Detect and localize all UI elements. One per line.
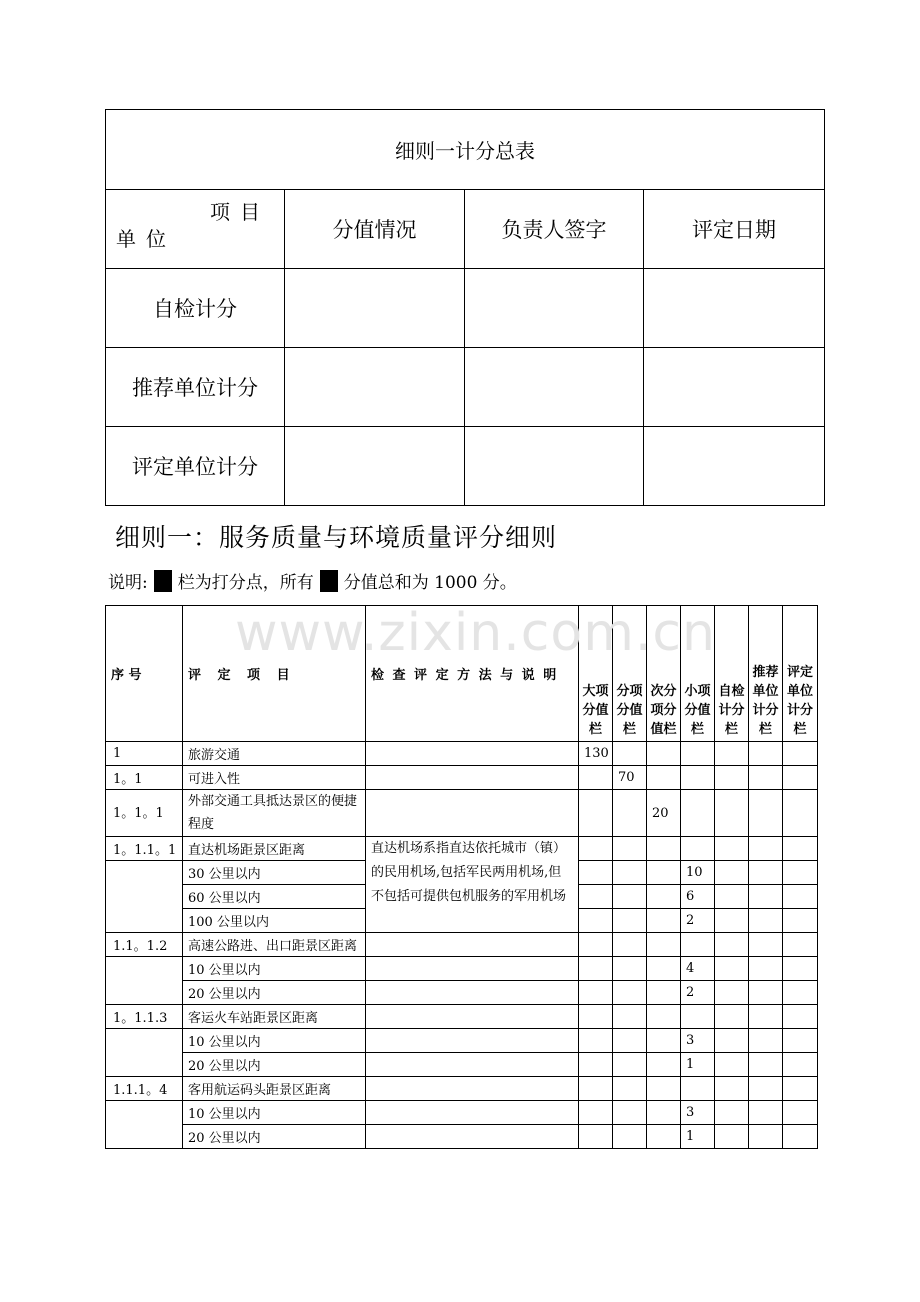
row-item: 10 公里以内 [183,1101,366,1125]
note-suffix: 分值总和为 1000 分。 [343,573,517,593]
summary-row-label: 自检计分 [106,269,285,348]
section-title: 细则一：服务质量与环境质量评分细则 [115,523,558,552]
row-method [366,1077,579,1101]
summary-corner-cell [106,190,285,269]
score-sub [613,957,647,981]
header-seq: 序 号 [106,606,183,742]
score-major [579,1005,613,1029]
score-major [579,909,613,933]
score-major [579,1125,613,1149]
score-secondary [647,957,681,981]
table-row [106,1053,818,1077]
row-item: 20 公里以内 [183,1125,366,1149]
score-major [579,790,613,837]
summary-title: 细则一计分总表 [106,110,825,190]
detail-table [105,605,818,1149]
row-no: 1.1。1.2 [106,933,183,957]
header-col: 大项分值栏 [579,606,613,742]
header-col: 自检计分栏 [715,606,749,742]
score-major [579,1053,613,1077]
score-secondary [647,1101,681,1125]
self-score-cell[interactable] [715,957,749,981]
score-secondary: 20 [647,790,681,837]
score-minor [681,837,715,861]
score-major [579,837,613,861]
row-method [366,766,579,790]
row-no: 1。1 [106,766,183,790]
score-sub: 70 [613,766,647,790]
self-score-cell[interactable] [715,861,749,885]
score-secondary [647,981,681,1005]
score-minor: 4 [681,957,715,981]
score-sub [613,1125,647,1149]
self-score-cell[interactable] [715,909,749,933]
score-major [579,1101,613,1125]
header-col: 次分项分值栏 [647,606,681,742]
self-score-cell[interactable] [715,742,749,766]
score-sub [613,909,647,933]
score-sub [613,1077,647,1101]
row-method [366,957,579,981]
row-method [366,1029,579,1053]
row-no: 1。1.1.3 [106,1005,183,1029]
self-score-cell[interactable] [715,766,749,790]
assess-score-cell[interactable] [783,790,818,837]
row-item: 60 公里以内 [183,885,366,909]
score-secondary [647,742,681,766]
table-row [106,981,818,1005]
score-minor [681,1077,715,1101]
watermark: www.zixin.com.cn [235,603,716,663]
self-score-cell[interactable] [715,837,749,861]
score-minor: 1 [681,1053,715,1077]
row-no [106,957,183,1005]
score-secondary [647,861,681,885]
score-sub [613,861,647,885]
corner-bottom-label: 单位 [116,227,176,251]
method-note: 直达机场系指直达依托城市（镇）的民用机场,包括军民两用机场,但不包括可提供包机服务的军用机场 [366,837,579,933]
summary-cell[interactable] [644,348,825,427]
row-method [366,742,579,766]
table-row [106,957,818,981]
row-item: 直达机场距景区距离 [183,837,366,861]
row-method [366,1101,579,1125]
scoring-block-icon [320,570,338,592]
header-method: 检 查 评 定 方 法 与 说 明 [366,606,579,742]
recommend-score-cell[interactable] [749,981,783,1005]
assess-score-cell[interactable] [783,885,818,909]
table-row [106,1125,818,1149]
table-row [106,837,818,861]
assess-score-cell[interactable] [783,1125,818,1149]
score-sub [613,933,647,957]
note-middle: 栏为打分点，所有 [177,573,314,593]
self-score-cell[interactable] [715,981,749,1005]
summary-cell[interactable] [644,269,825,348]
score-minor: 6 [681,885,715,909]
score-major: 130 [579,742,613,766]
recommend-score-cell[interactable] [749,1029,783,1053]
self-score-cell[interactable] [715,1077,749,1101]
assess-score-cell[interactable] [783,1077,818,1101]
row-method [366,933,579,957]
summary-cell[interactable] [644,427,825,506]
score-sub [613,1101,647,1125]
assess-score-cell[interactable] [783,766,818,790]
score-major [579,861,613,885]
assess-score-cell[interactable] [783,837,818,861]
row-item: 20 公里以内 [183,981,366,1005]
assess-score-cell[interactable] [783,1053,818,1077]
score-sub [613,837,647,861]
score-major [579,1077,613,1101]
score-secondary [647,1053,681,1077]
row-no: 1。1。1 [106,790,183,837]
score-minor: 2 [681,909,715,933]
score-sub [613,1005,647,1029]
row-item: 高速公路进、出口距景区距离 [183,933,366,957]
assess-score-cell[interactable] [783,933,818,957]
header-col: 分项分值栏 [613,606,647,742]
summary-row-label: 评定单位计分 [106,427,285,506]
row-item: 100 公里以内 [183,909,366,933]
summary-col-header: 评定日期 [644,190,825,269]
row-no [106,1101,183,1149]
assess-score-cell[interactable] [783,909,818,933]
score-minor: 2 [681,981,715,1005]
recommend-score-cell[interactable] [749,909,783,933]
assess-score-cell[interactable] [783,861,818,885]
summary-col-header: 负责人签字 [465,190,644,269]
score-major [579,1029,613,1053]
table-row [106,790,818,837]
row-item: 可进入性 [183,766,366,790]
table-row [106,933,818,957]
score-secondary [647,933,681,957]
table-row [106,1101,818,1125]
summary-cell[interactable] [465,427,644,506]
row-item: 客运火车站距景区距离 [183,1005,366,1029]
score-minor [681,790,715,837]
score-major [579,766,613,790]
summary-cell[interactable] [285,427,465,506]
score-minor [681,742,715,766]
score-minor [681,933,715,957]
assess-score-cell[interactable] [783,1029,818,1053]
note-prefix: 说明: [108,573,148,593]
recommend-score-cell[interactable] [749,1005,783,1029]
recommend-score-cell[interactable] [749,933,783,957]
summary-cell[interactable] [465,269,644,348]
score-secondary [647,1077,681,1101]
note-line [108,568,517,593]
row-no: 1 [106,742,183,766]
self-score-cell[interactable] [715,790,749,837]
row-item: 10 公里以内 [183,957,366,981]
corner-top-label: 项目 [210,200,270,224]
score-sub [613,742,647,766]
table-row [106,1077,818,1101]
score-secondary [647,766,681,790]
summary-cell[interactable] [285,348,465,427]
score-sub [613,1029,647,1053]
recommend-score-cell[interactable] [749,1053,783,1077]
table-row [106,742,818,766]
score-minor: 10 [681,861,715,885]
self-score-cell[interactable] [715,1125,749,1149]
recommend-score-cell[interactable] [749,766,783,790]
header-col: 评定单位计分栏 [783,606,818,742]
score-minor: 1 [681,1125,715,1149]
score-secondary [647,837,681,861]
recommend-score-cell[interactable] [749,1077,783,1101]
scoring-block-icon [154,570,172,592]
assess-score-cell[interactable] [783,742,818,766]
row-item: 20 公里以内 [183,1053,366,1077]
recommend-score-cell[interactable] [749,1101,783,1125]
score-secondary [647,885,681,909]
assess-score-cell[interactable] [783,1101,818,1125]
score-sub [613,1053,647,1077]
score-secondary [647,1029,681,1053]
score-sub [613,981,647,1005]
row-item: 客用航运码头距景区距离 [183,1077,366,1101]
table-row [106,1029,818,1053]
score-secondary [647,1005,681,1029]
recommend-score-cell[interactable] [749,957,783,981]
row-no [106,861,183,933]
summary-cell[interactable] [465,348,644,427]
row-item: 30 公里以内 [183,861,366,885]
row-no: 1.1.1。4 [106,1077,183,1101]
score-minor: 3 [681,1029,715,1053]
row-method [366,1053,579,1077]
table-row [106,766,818,790]
summary-table [105,109,825,506]
summary-col-header: 分值情况 [285,190,465,269]
row-method [366,790,579,837]
score-major [579,957,613,981]
score-minor: 3 [681,1101,715,1125]
self-score-cell[interactable] [715,933,749,957]
row-item: 外部交通工具抵达景区的便捷程度 [183,790,366,837]
row-method [366,1005,579,1029]
recommend-score-cell[interactable] [749,790,783,837]
assess-score-cell[interactable] [783,981,818,1005]
score-sub [613,885,647,909]
score-minor [681,1005,715,1029]
self-score-cell[interactable] [715,885,749,909]
header-item: 评 定 项 目 [183,606,366,742]
header-col: 小项分值栏 [681,606,715,742]
self-score-cell[interactable] [715,1101,749,1125]
self-score-cell[interactable] [715,1005,749,1029]
assess-score-cell[interactable] [783,1005,818,1029]
score-major [579,981,613,1005]
self-score-cell[interactable] [715,1053,749,1077]
header-col: 推荐单位计分栏 [749,606,783,742]
assess-score-cell[interactable] [783,957,818,981]
summary-row-label: 推荐单位计分 [106,348,285,427]
table-row [106,1005,818,1029]
score-minor [681,766,715,790]
score-sub [613,790,647,837]
summary-cell[interactable] [285,269,465,348]
recommend-score-cell[interactable] [749,837,783,861]
recommend-score-cell[interactable] [749,885,783,909]
recommend-score-cell[interactable] [749,1125,783,1149]
recommend-score-cell[interactable] [749,742,783,766]
row-item: 10 公里以内 [183,1029,366,1053]
row-method [366,1125,579,1149]
score-secondary [647,1125,681,1149]
recommend-score-cell[interactable] [749,861,783,885]
score-major [579,933,613,957]
row-method [366,981,579,1005]
score-secondary [647,909,681,933]
self-score-cell[interactable] [715,1029,749,1053]
row-no: 1。1.1。1 [106,837,183,861]
score-major [579,885,613,909]
row-no [106,1029,183,1077]
row-item: 旅游交通 [183,742,366,766]
